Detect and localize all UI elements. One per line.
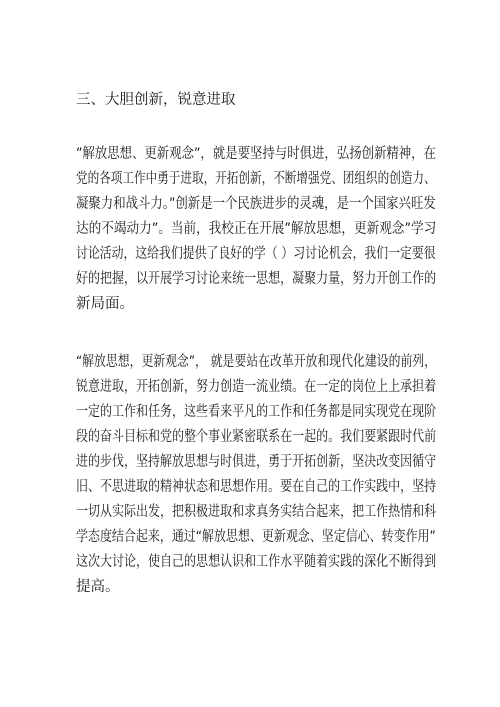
text-line: 一定的工作和任务，这些看来平凡的工作和任务都是同实现党在现阶: [76, 404, 437, 420]
text-line: 好的把握，以开展学习讨论来统一思想，凝聚力量，努力开创工作的: [76, 271, 437, 287]
text-line: 提高。: [76, 579, 120, 595]
text-line: 达的不竭动力”。当前，我校正在开展”解放思想，更新观念”学习: [76, 221, 437, 237]
text-line: ”解放思想、更新观念”，就是要坚持与时俱进，弘扬创新精神，在: [76, 146, 436, 162]
text-line: 党的各项工作中勇于进取，开拓创新，不断增强党、团组织的创造力、: [76, 171, 436, 187]
text-line: “解放思想，更新观念”， 就是要站在改革开放和现代化建设的前列，: [76, 354, 437, 370]
text-line: 锐意进取，开拓创新，努力创造一流业绩。在一定的岗位上上承担着: [76, 379, 437, 395]
text-line: 讨论活动，这给我们提供了良好的学（ ）习讨论机会，我们一定要很: [76, 246, 436, 262]
text-line: 旧、不思进取的精神状态和思想作用。要在自己的工作实践中，坚持: [76, 479, 437, 495]
text-line: 学态度结合起来，通过“解放思想、更新观念、坚定信心、转变作用”: [76, 529, 436, 545]
text-line: 一切从实际出发，把积极进取和求真务实结合起来，把工作热情和科: [76, 504, 437, 520]
paragraph-2: [76, 350, 436, 600]
paragraph-1: [76, 142, 436, 317]
text-line: 新局面。: [76, 296, 134, 312]
text-line: 进的步伐，坚持解放思想与时俱进，勇于开拓创新，坚决改变因循守: [76, 454, 437, 470]
text-line: 段的奋斗目标和党的整个事业紧密联系在一起的。我们要紧跟时代前: [76, 429, 437, 445]
text-line: 凝聚力和战斗力。”创新是一个民族进步的灵魂，是一个国家兴旺发: [76, 196, 436, 212]
text-line: 这次大讨论，使自己的思想认识和工作水平随着实践的深化不断得到: [76, 554, 437, 570]
section-heading: 三、大胆创新，锐意进取: [76, 92, 236, 108]
